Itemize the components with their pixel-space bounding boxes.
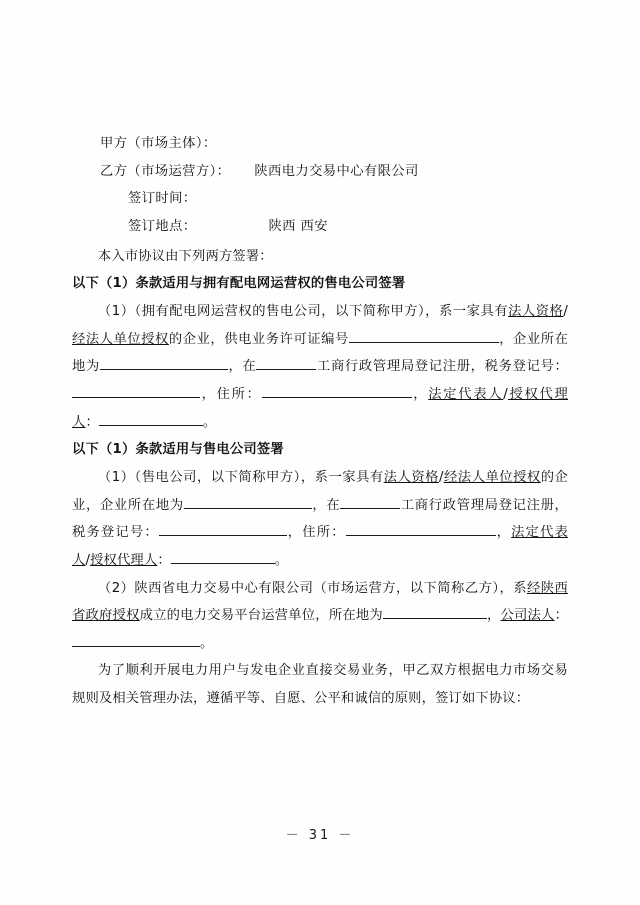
clause-text: 的企业，企业所在地为 <box>72 469 568 513</box>
underlined-term-legal-representative: 法定代表人 <box>428 386 504 402</box>
clause-text: ， <box>495 525 512 541</box>
clause-text: ，在 <box>227 359 257 375</box>
clause-text: 的企业，供电业务许可证编号 <box>168 331 349 347</box>
fill-blank-address <box>346 522 496 536</box>
clause-text: ： <box>85 414 99 430</box>
fill-blank-enterprise-location <box>184 494 312 508</box>
fill-blank-license-number <box>349 328 499 342</box>
fill-blank-company-legal-person-name <box>72 633 200 647</box>
underlined-term-government-authorization: 经陕西省政府授权 <box>72 580 568 624</box>
fill-blank-operator-location <box>383 605 487 619</box>
fill-blank-enterprise-location <box>100 356 228 370</box>
clause-text: ， <box>411 386 429 402</box>
sign-time-label: 签订时间： <box>128 191 197 207</box>
party-value: 陕西电力交易中心有限公司 <box>254 163 419 179</box>
clause-text: / <box>563 303 568 319</box>
section2-heading: 以下（1）条款适用与售电公司签署 <box>72 442 284 458</box>
underlined-term-authorized-agent: 授权代理人 <box>90 552 158 568</box>
section2-clause-1 <box>72 464 568 575</box>
sign-place-value: 陕西 西安 <box>268 218 328 234</box>
underlined-term-authorized: 经法人单位授权 <box>72 331 169 347</box>
clause-text: 工商行政管理局登记注册，税务登记号： <box>316 359 568 375</box>
clause-text: （1）（拥有配电网运营权的售电公司，以下简称甲方），系一家具有 <box>97 303 509 319</box>
clause-text: 。 <box>200 635 214 651</box>
party-row-first-party <box>72 130 568 158</box>
contract-parties-block <box>72 130 568 241</box>
clause-text: ，在 <box>311 497 341 513</box>
clause-text: （2）陕西省电力交易中心有限公司（市场运营方，以下简称乙方），系 <box>97 580 528 596</box>
sign-place-label: 签订地点： <box>128 218 197 234</box>
fill-blank-registration-place <box>256 356 316 370</box>
party-row-sign-place <box>72 213 568 241</box>
clause-text: ： <box>157 552 171 568</box>
clause-text: ，住所： <box>286 525 346 541</box>
clause-text: （1）（售电公司，以下简称甲方），系一家具有 <box>97 469 384 485</box>
clause-text: 。 <box>202 414 217 430</box>
underlined-term-authorized: 经法人单位授权 <box>443 469 541 485</box>
clause-text: / <box>503 386 508 402</box>
clause-text: ，住所： <box>200 386 262 402</box>
party-label: 乙方（市场运营方）： <box>100 163 231 179</box>
clause-text: 成立的电力交易平台运营单位，所在地为 <box>139 608 383 624</box>
fill-blank-address <box>262 384 412 398</box>
party-row-second-party <box>72 158 568 186</box>
underlined-term-company-legal-person: 公司法人 <box>500 608 555 624</box>
clause-text: ，企业所在地为 <box>72 331 569 375</box>
clause-text: / <box>85 552 91 568</box>
section2-clause-2 <box>72 575 568 658</box>
clause-text: ： <box>554 608 569 624</box>
underlined-term-legal-person: 法人资格 <box>508 303 564 319</box>
fill-blank-tax-number <box>72 384 200 398</box>
closing-paragraph: 为了顺利开展电力用户与发电企业直接交易业务，甲乙双方根据电力市场交易规则及相关管理办法，遵循平等、自愿、公平和诚信的原则，签订如下协议： <box>72 663 568 707</box>
fill-blank-representative-name <box>99 411 203 425</box>
fill-blank-tax-number <box>159 522 287 536</box>
party-row-sign-time <box>72 185 568 213</box>
party-label: 甲方（市场主体）： <box>100 136 217 151</box>
document-body <box>72 130 568 713</box>
clause-text: / <box>438 469 444 485</box>
underlined-term-legal-representative: 法定代表人 <box>72 525 568 568</box>
underlined-term-authorized-agent: 授权代理人 <box>72 386 568 430</box>
page-number: － 31 － <box>285 828 355 843</box>
fill-blank-representative-name <box>171 550 275 564</box>
section1-heading: 以下（1）条款适用与拥有配电网运营权的售电公司签署 <box>72 276 406 292</box>
section1-clause-1 <box>72 298 568 436</box>
intro-paragraph: 本入市协议由下列两方签署： <box>97 248 273 264</box>
clause-text: 工商行政管理局登记注册，税务登记号： <box>72 497 568 541</box>
fill-blank-registration-place <box>340 494 400 508</box>
clause-text: ， <box>486 608 501 624</box>
underlined-term-legal-person: 法人资格 <box>383 469 439 485</box>
clause-text: 。 <box>274 552 289 568</box>
